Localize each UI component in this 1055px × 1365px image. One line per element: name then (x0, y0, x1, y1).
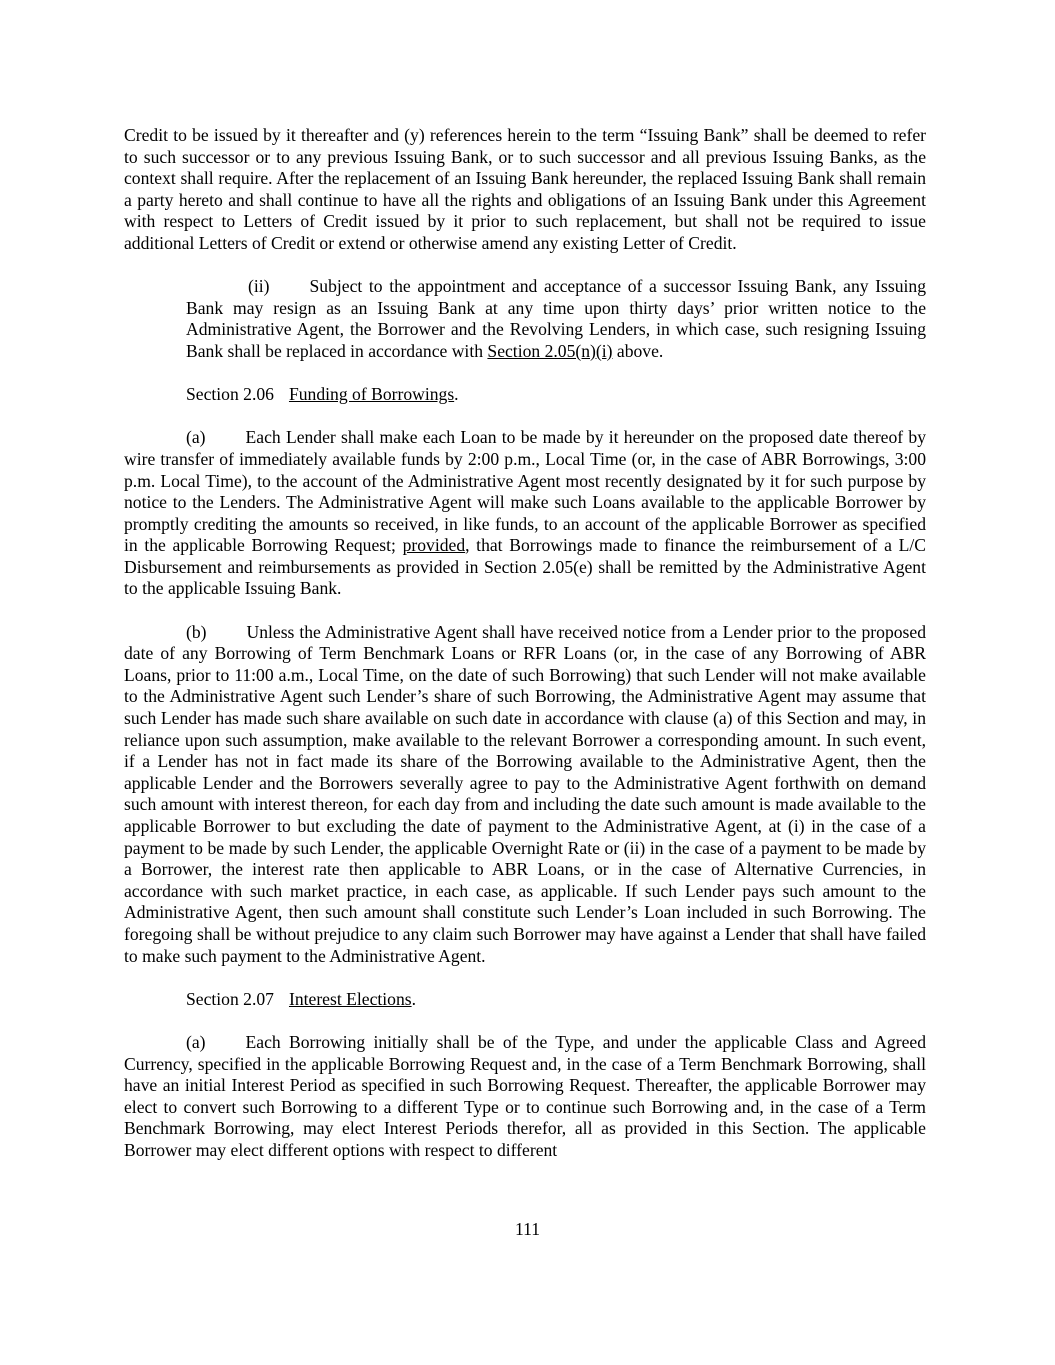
paragraph-text: Unless the Administrative Agent shall have received notice from a Lender prior to the proposed date of any Borrowing of Term Benchmark Loans or RFR Loans (or, in the case of any Borrowing of ABR Loans, prior to 11:00 a.m., Local Time, on the date of such Borrowing) that such Lender will not make available to the Administrative Agent such Lender’s share of such Borrowing, the Administrative Agent may assume that such Lender has made such share available on such date in accordance with clause (a) of this Section and may, in reliance upon such assumption, make available to the relevant Borrower a corresponding amount. In such event, if a Lender has not in fact made its share of the Borrowing available to the Administrative Agent, then the applicable Lender and the Borrowers severally agree to pay to the Administrative Agent forthwith on demand such amount with interest thereon, for each day from and including the date such amount is made available to the applicable Borrower to but excluding the date of payment to the Administrative Agent, at (i) in the case of a payment to be made by such Lender, the applicable Overnight Rate or (ii) in the case of a payment to be made by a Borrower, the interest rate then applicable to ABR Loans, or in the case of Alternative Currencies, in accordance with such market practice, in each case, as applicable. If such Lender pays such amount to the Administrative Agent, then such amount shall constitute such Lender’s Loan included in such Borrowing. The foregoing shall be without prejudice to any claim such Borrower may have against a Lender that shall have failed to make such payment to the Administrative Agent. (124, 621, 926, 966)
section-heading-2-07: Section 2.07 Interest Elections. (186, 988, 416, 1009)
paragraph-2-07-a (124, 1032, 926, 1162)
paragraph-text-end: above. (612, 340, 664, 361)
paragraph-text: Each Borrowing initially shall be of the Type, and under the applicable Class and Agreed Currency, specified in the applicable Borrowing Request and, in the case of a Term Benchmark Borrowing, shall have an initial Interest Period as specified in such Borrowing Request. Thereafter, the applicable Borrower may elect to convert such Borrowing to a different Type or to continue such Borrowing and, in the case of a Term Benchmark Borrowing, may elect Interest Periods therefor, all as provided in this Section. The applicable Borrower may elect different options with respect to different (124, 1031, 926, 1160)
paragraph-label: (b) (186, 621, 207, 642)
paragraph-text-end: , that Borrowings made to finance the reimbursement of a L/C Disbursement and reimbursements as provided in Section 2.05(e) shall be remitted by the Administrative Agent to the applicable Issuing Bank. (124, 535, 926, 599)
paragraph-2-06-a (124, 427, 926, 600)
paragraph-text: Each Lender shall make each Loan to be made by it hereunder on the proposed date thereof by wire transfer of immediately available funds by 2:00 p.m., Local Time (or, in the case of ABR Borrowings, 3:00 p.m. Local Time), to the account of the Administrative Agent most recently designated by it for such purpose by notice to the Lenders. The Administrative Agent will make such Loans available to the applicable Borrower by promptly crediting the amounts so received, in like funds, to an account of the applicable Borrower as specified in the applicable Borrowing Request; (124, 427, 926, 556)
paragraph-label: (a) (186, 1031, 206, 1052)
paragraph-ii (186, 276, 926, 362)
section-number: Section 2.06 (186, 384, 274, 405)
section-number: Section 2.07 (186, 988, 274, 1009)
paragraph-label: (ii) (248, 276, 270, 297)
emphasis-provided: provided (402, 535, 466, 556)
section-title: Interest Elections (288, 988, 412, 1009)
paragraph-carryover: Credit to be issued by it thereafter and (y) references herein to the term “Issuing Bank” shall be deemed to refer to such successor or to any previous Issuing Bank, or to such successor and all previous Issuing Banks, as the context shall require. After the replacement of an Issuing Bank hereunder, the replaced Issuing Bank shall remain a party hereto and shall continue to have all the rights and obligations of an Issuing Bank under this Agreement with respect to Letters of Credit issued by it prior to such replacement, but shall not be required to issue additional Letters of Credit or extend or otherwise amend any existing Letter of Credit. (124, 125, 926, 253)
section-title: Funding of Borrowings (288, 384, 455, 405)
paragraph-label: (a) (186, 427, 206, 448)
paragraph-2-06-b (124, 622, 926, 968)
section-heading-2-06: Section 2.06 Funding of Borrowings. (186, 384, 459, 405)
paragraph-text: Subject to the appointment and acceptance of a successor Issuing Bank, any Issuing Bank may resign as an Issuing Bank at any time upon thirty days’ prior written notice to the Administrative Agent, the Borrower and the Revolving Lenders, in which case, such resigning Issuing Bank shall be replaced in accordance with (186, 276, 926, 361)
section-reference-link: Section 2.05(n)(i) (487, 340, 613, 361)
page-number: 111 (514, 1219, 541, 1239)
document-page (124, 125, 926, 1162)
